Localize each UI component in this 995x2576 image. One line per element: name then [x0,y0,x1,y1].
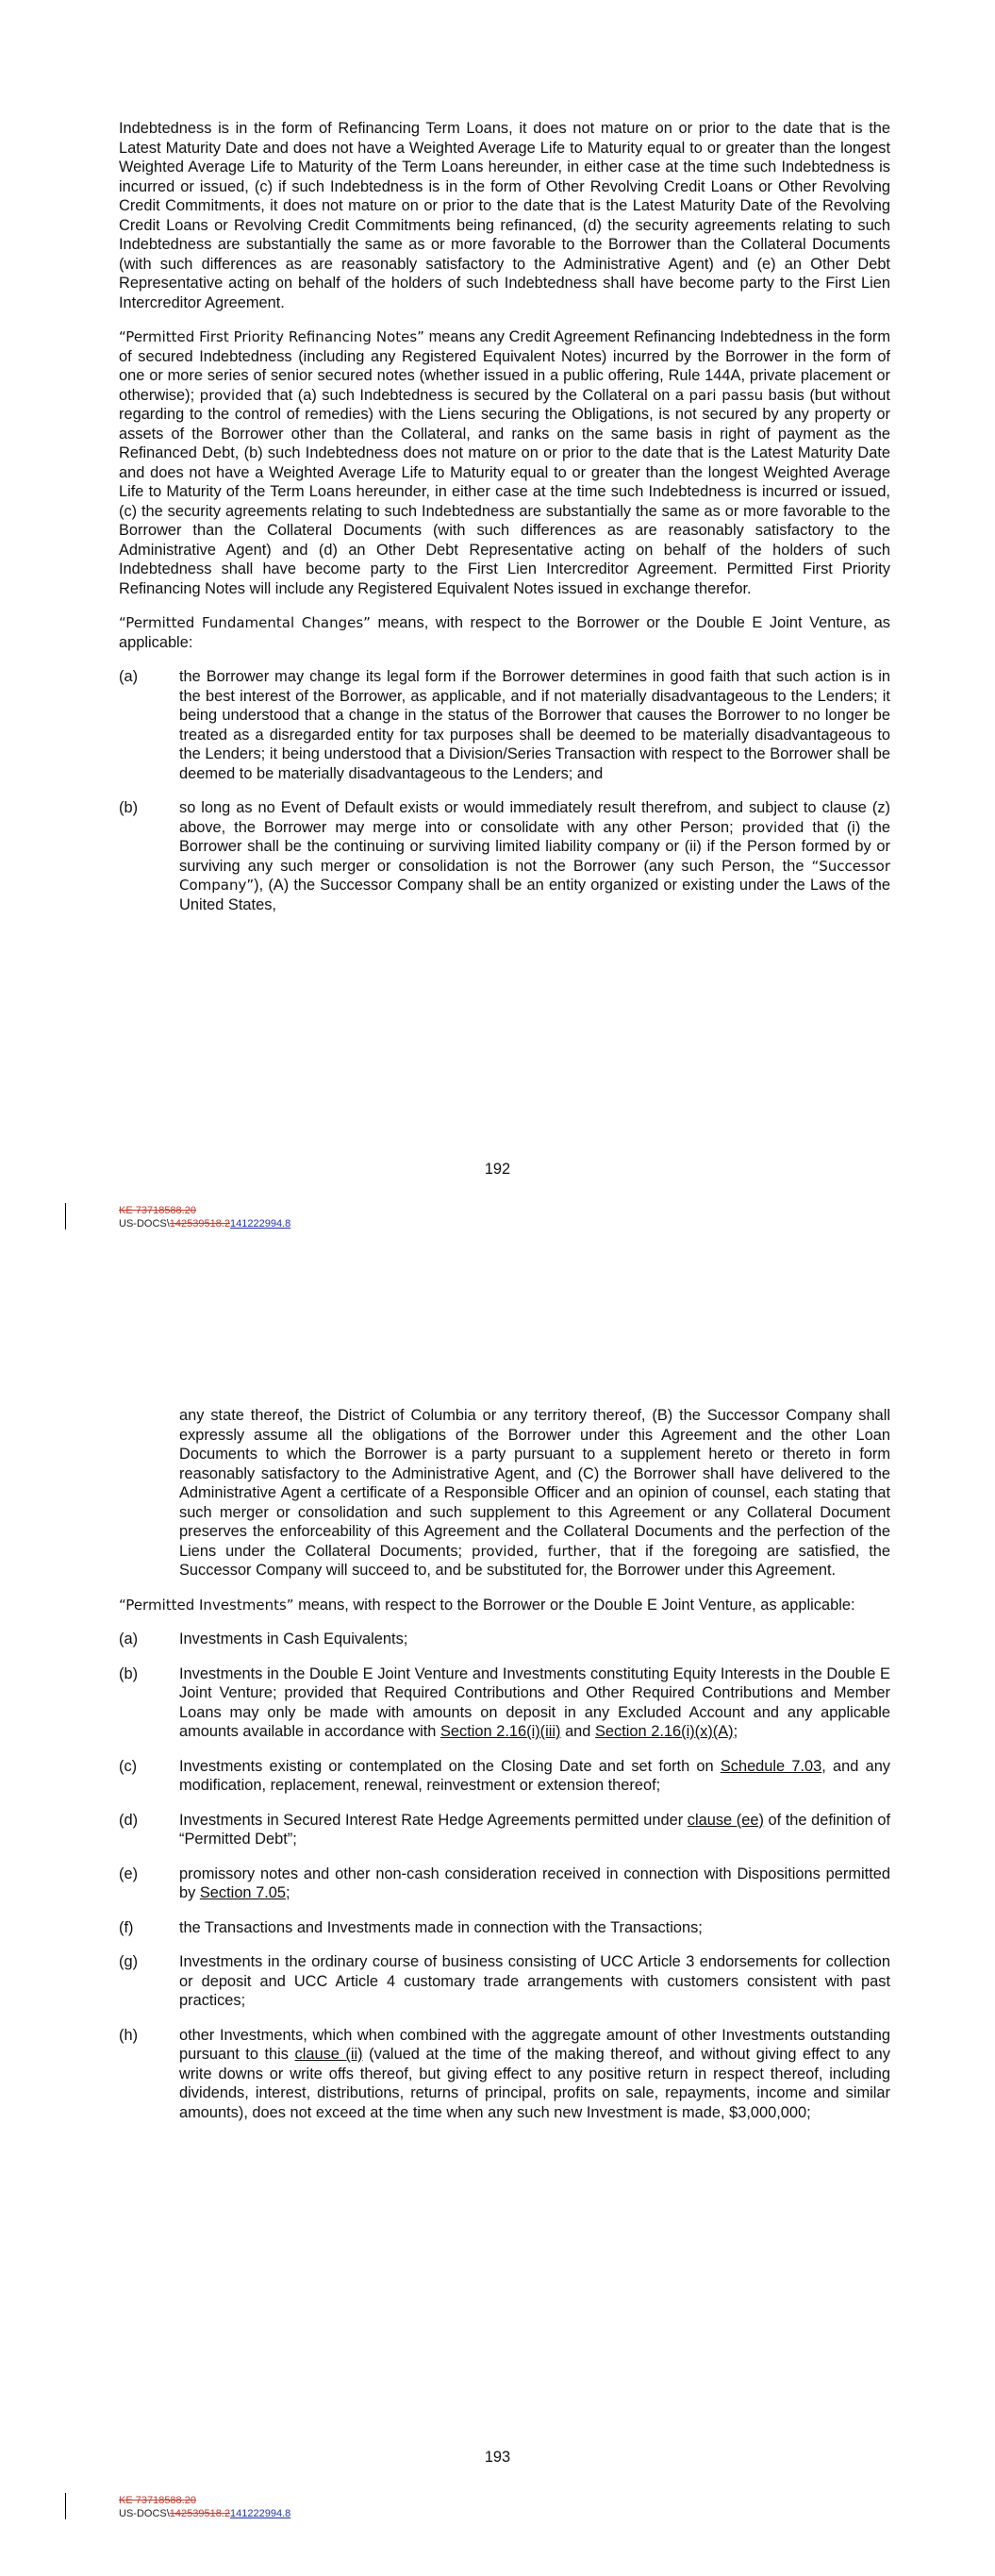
list-item [119,1918,890,1938]
schedule-reference: Schedule 7.03 [720,1757,822,1775]
list-item-text: promissory notes and other non-cash consideration received in connection with Dispositions permitted by Section 7.05; [179,1865,890,1901]
footer-doc-id: US-DOCS\142539518.2141222994.8 [119,2508,291,2519]
footer-deleted-id: KE 73718588.20 [119,1205,196,1216]
definition-permitted-first-priority-refinancing-notes: “Permitted First Priority Refinancing Notes” means any Credit Agreement Refinancing Indebtedness in the form of secured Indebtedness (including any Registered Equivalent Notes) incurred by the Borrower in the form of one or more series of senior secured notes (whether issued in a public offering, Rule 144A, private placement or otherwise); provided that (a) such Indebtedness is secured by the Collateral on a pari passu basis (but without regarding to the control of remedies) with the Liens securing the Obligations, is not secured by any property or assets of the Borrower other than the Collateral, and ranks on the same basis in right of payment as the Refinanced Debt, (b) such Indebtedness does not mature on or prior to the date that is the Latest Maturity Date and does not have a Weighted Average Life to Maturity equal to or greater than the longest Weighted Average Life to Maturity of the Term Loans hereunder, in either case at the time such Indebtedness is incurred or issued, (c) the security agreements relating to such Indebtedness are substantially the same as or more favorable to the Borrower than the Collateral Documents (with such differences as are reasonably satisfactory to the Administrative Agent) and (d) an Other Debt Representative acting on behalf of the holders of such Indebtedness shall have become party to the First Lien Intercreditor Agreement. Permitted First Priority Refinancing Notes will include any Registered Equivalent Notes issued in exchange therefor. [119,328,891,597]
definition-permitted-investments: “Permitted Investments” means, with respect to the Borrower or the Double E Joint Venture, as applicable: [119,1596,855,1614]
list-item-text: other Investments, which when combined with the aggregate amount of other Investments outstanding pursuant to this clause (ii) (valued at the time of the making thereof, and without giving effect to any write downs or write offs thereof, but giving effect to any positive return in respect thereof, including dividends, interest, distributions, returns of principal, profits on sale, repayments, income and similar amounts), does not exceed at the time when any such new Investment is made, $3,000,000; [179,2026,890,2121]
list-item-label: (b) [119,799,139,816]
footer-doc-id: US-DOCS\142539518.2141222994.8 [119,1218,291,1229]
defined-term: “Permitted Investments” [119,1596,294,1614]
section-reference: Section 2.16(i)(iii) [439,1723,561,1740]
list-item-label: (f) [119,1918,134,1936]
list-item-text: the Transactions and Investments made in connection with the Transactions; [179,1918,703,1936]
list-item-label: (c) [119,1757,138,1775]
document-footer [119,2494,290,2520]
list-item-label: (e) [119,1865,139,1882]
section-reference: Section 2.16(i)(x)(A) [594,1723,734,1740]
list-item-label: (b) [119,1664,139,1682]
list-item-text: Investments in Cash Equivalents; [179,1631,408,1648]
page-number: 192 [484,1161,511,1178]
list-item [119,1757,890,1796]
page-number: 193 [484,2449,511,2466]
page-193 [0,1288,995,2576]
list-item [119,1630,890,1649]
defined-term: “Permitted Fundamental Changes” [119,614,371,631]
list-item [119,667,890,783]
list-item [119,798,890,914]
paragraph-continued: Indebtedness is in the form of Refinancing Term Loans, it does not mature on or prior to the date that is the Latest Maturity Date and does not have a Weighted Average Life to Maturity equal to or greater than the longest Weighted Average Life to Maturity of the Term Loans hereunder, in either case at the time such Indebtedness is incurred or issued, (c) if such Indebtedness is in the form of Other Revolving Credit Loans or Other Revolving Credit Commitments, it does not mature on or prior to the date that is the Latest Maturity Date of the Revolving Credit Loans or Revolving Credit Commitments being refinanced, (d) the security agreements relating to such Indebtedness are substantially the same as or more favorable to the Borrower than the Collateral Documents (with such differences as are reasonably satisfactory to the Administrative Agent) and (e) an Other Debt Representative acting on behalf of the holders of such Indebtedness shall have become party to the First Lien Intercreditor Agreement. [119,120,890,311]
page-192-body [119,119,890,929]
list-item-text: Investments in Secured Interest Rate Hedge Agreements permitted under clause (ee) of the definition of “Permitted Debt”; [179,1811,890,1848]
list-item [119,1811,890,1849]
page-193-body [119,1406,890,2137]
list-item-label: (a) [119,1631,139,1648]
list-item-continued: any state thereof, the District of Columbia or any territory thereof, (B) the Successor Company shall expressly assume all the obligations of the Borrower under this Agreement and the other Loan Documents to which the Borrower is a party pursuant to a supplement hereto or thereto in form reasonably satisfactory to the Administrative Agent, and (C) the Borrower shall have delivered to the Administrative Agent a certificate of a Responsible Officer and an opinion of counsel, each stating that such merger or consolidation and such supplement to this Agreement or any Collateral Document preserves the enforceability of this Agreement and the Collateral Documents and the perfection of the Liens under the Collateral Documents; provided, further, that if the foregoing are satisfied, the Successor Company will succeed to, and be substituted for, the Borrower under this Agreement. [179,1407,890,1579]
list-item-text: Investments in the Double E Joint Venture and Investments constituting Equity Interests in the Double E Joint Venture; provided that Required Contributions and Other Required Contributions and Member Loans may only be made with amounts on deposit in any Excluded Account and any applicable amounts available in accordance with Section 2.16(i)(iii) and Section 2.16(i)(x)(A); [179,1664,890,1740]
change-bar [65,2493,66,2519]
defined-term: “Permitted First Priority Refinancing Notes” [119,328,424,345]
list-item-text: so long as no Event of Default exists or would immediately result therefrom, and subject to clause (z) above, the Borrower may merge into or consolidate with any other Person; provided that (i) the Borrower shall be the continuing or surviving limited liability company or (ii) if the Person formed by or surviving any such merger or consolidation is not the Borrower (any such Person, the “Successor Company”), (A) the Successor Company shall be an entity organized or existing under the Laws of the United States, [179,799,891,913]
list-item-label: (h) [119,2026,139,2044]
clause-reference: clause (ii) [294,2046,363,2063]
list-item-text: Investments in the ordinary course of business consisting of UCC Article 3 endorsements for collection or deposit and UCC Article 4 customary trade arrangements with customers consistent with past practices; [179,1953,890,2009]
list-item-text: the Borrower may change its legal form if the Borrower determines in good faith that such action is in the best interest of the Borrower, as applicable, and if not materially disadvantageous to the Lenders; it being understood that a change in the status of the Borrower that causes the Borrower to no longer be treated as a disregarded entity for tax purposes shall be deemed to be materially disadvantageous to the Lenders; it being understood that a Division/Series Transaction with respect to the Borrower shall be deemed to be materially disadvantageous to the Lenders; and [179,668,890,782]
list-item [119,1664,890,1742]
list-item [119,1865,890,1903]
list-item-label: (g) [119,1953,139,1970]
document-footer [119,1204,290,1230]
list-item [119,1952,890,2011]
list-item-label: (d) [119,1811,139,1829]
clause-reference: clause (ee) [687,1811,764,1829]
list-item-text: Investments existing or contemplated on the Closing Date and set forth on Schedule 7.03, and any modification, replacement, renewal, reinvestment or extension thereof; [179,1757,891,1794]
definition-permitted-fundamental-changes: “Permitted Fundamental Changes” means, with respect to the Borrower or the Double E Joint Venture, as applicable: [119,614,891,651]
list-item [119,2026,890,2123]
section-reference: Section 7.05 [199,1884,286,1901]
list-item-label: (a) [119,668,139,685]
change-bar [65,1203,66,1229]
footer-deleted-id: KE 73718588.20 [119,2495,196,2506]
